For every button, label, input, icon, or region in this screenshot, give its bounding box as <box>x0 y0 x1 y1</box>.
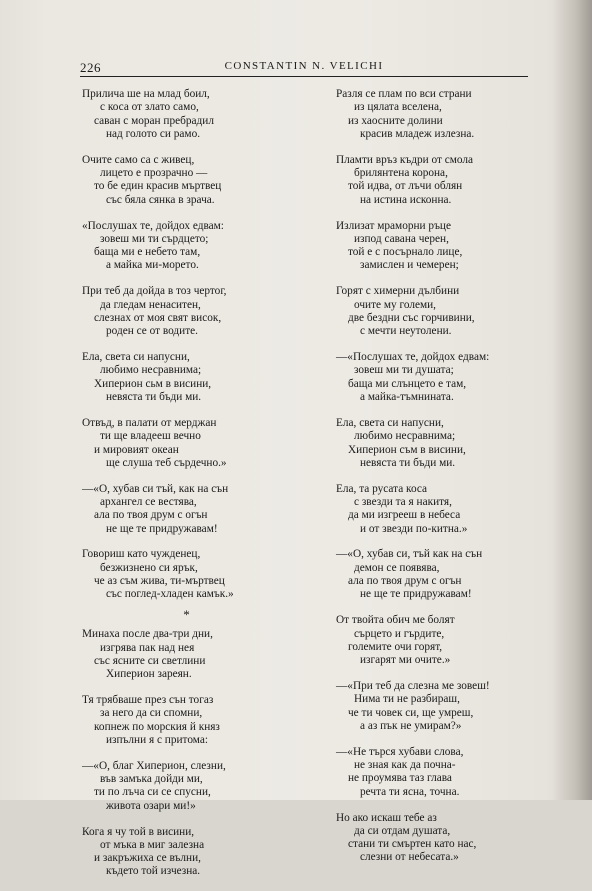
poem-line: зовеш ми ти душата; <box>354 364 454 377</box>
poem-line: той е с посърнало лице, <box>348 246 463 259</box>
poem-line: слезнах от моя свят висок, <box>94 311 222 324</box>
section-divider-star: * <box>183 607 190 623</box>
poem-line: на истина исконна. <box>360 193 452 206</box>
poem-line: —«Не търся хубави слова, <box>336 745 464 758</box>
poem-stanza <box>336 548 536 601</box>
poem-stanza <box>82 548 307 601</box>
poem-stanza <box>336 746 536 799</box>
poem-line: Горят с химерни дълбини <box>336 285 460 298</box>
poem-line: Хиперион зареян. <box>106 668 192 681</box>
poem-line: то бе един красив мъртвец <box>94 180 222 193</box>
poem-line: При теб да дойда в тоз чертог, <box>82 285 227 298</box>
poem-line: ти по лъча си се спусни, <box>94 786 211 799</box>
poem-line: изгрява пак над нея <box>100 641 195 654</box>
poem-stanza <box>82 154 307 207</box>
poem-line: невяста ти бъди ми. <box>106 391 202 404</box>
poem-line: със ясните си светлини <box>94 654 206 667</box>
poem-line: баща ми е небето там, <box>94 246 201 259</box>
poem-line: Говориш като чужденец, <box>82 548 201 561</box>
poem-line: с звезди та я накитя, <box>354 495 452 508</box>
poem-stanza <box>336 285 536 338</box>
poem-line: речта ти ясна, точна. <box>360 785 460 798</box>
poem-line: със поглед-хладен камък.» <box>106 588 234 601</box>
poem-line: —«О, хубав си тъй, как на сън <box>82 482 229 495</box>
poem-line: Хиперион сьм в висини, <box>94 377 212 390</box>
poem-line: сърцето и гърдите, <box>354 627 445 640</box>
poem-line: Ела, света си напусни, <box>82 351 190 364</box>
poem-line: —«При теб да слезна ме зовеш! <box>336 680 490 693</box>
poem-line: а майка-тъмнината. <box>360 391 454 404</box>
poem-line: архангел се вестява, <box>100 495 197 508</box>
poem-line: да ми изгрееш в небеса <box>348 509 461 522</box>
poem-line: във замъка дойди ми, <box>100 773 203 786</box>
poem-line: не проумява таз глава <box>348 772 452 785</box>
poem-line: и от звезди по-китна.» <box>360 522 468 535</box>
poem-line: Но ако искаш тебе аз <box>336 811 437 824</box>
poem-stanza <box>82 760 307 813</box>
poem-column-right <box>336 88 536 877</box>
poem-line: Минаха после два-три дни, <box>82 628 213 641</box>
poem-stanza <box>336 614 536 667</box>
poem-stanza <box>82 88 307 141</box>
poem-line: Отвъд, в палати от мерджан <box>82 416 217 429</box>
poem-line: брилянтена корона, <box>354 167 448 180</box>
poem-line: любимо несравнима; <box>100 364 202 377</box>
poem-line: копнеж по морския й княз <box>94 720 220 733</box>
poem-line: демон се появява, <box>354 561 440 574</box>
poem-line: Пламти връз къдри от смола <box>336 153 474 166</box>
poem-line: Разля се плам по вси страни <box>336 88 472 100</box>
poem-line: изпод савана черен, <box>354 232 449 245</box>
poem-line: да гледам ненаситен, <box>100 298 201 311</box>
poem-line: «Послушах те, дойдох едвам: <box>82 219 224 232</box>
poem-line: че ти човек си, ще умреш, <box>348 706 474 719</box>
poem-stanza <box>82 826 307 879</box>
poem-line: красив младеж излезна. <box>360 127 475 140</box>
poem-line: Очите само са с живец, <box>82 153 195 166</box>
poem-line: над голото си рамо. <box>106 127 201 140</box>
poem-line: Нима ти не разбираш, <box>354 693 460 706</box>
poem-line: че аз съм жива, ти-мъртвец <box>94 575 225 588</box>
poem-line: роден се от водите. <box>106 325 199 338</box>
poem-line: невяста ти бъди ми. <box>360 456 456 469</box>
poem-line: където той изчезна. <box>106 865 201 878</box>
poem-line: Ела, та русата коса <box>336 482 428 495</box>
poem-stanza <box>82 694 307 747</box>
poem-line: лицето е прозрачно — <box>100 167 208 180</box>
poem-line: и закръжиха се вълни, <box>94 852 201 865</box>
poem-line: не зная как да почна- <box>354 759 456 772</box>
poem-line: той идва, от лъчи облян <box>348 180 463 193</box>
poem-line: големите очи горят, <box>348 640 443 653</box>
poem-line: две бездни със горчивини, <box>348 311 475 324</box>
poem-line: стани ти смъртен като нас, <box>348 838 477 851</box>
poem-line: ще слуша теб сърдечно.» <box>106 456 227 469</box>
poem-line: и мировият океан <box>94 443 179 456</box>
poem-line: Излизат мраморни ръце <box>336 219 451 232</box>
poem-line: изгарят ми очите.» <box>360 654 451 667</box>
poem-line: слезни от небесата.» <box>360 851 459 864</box>
poem-stanza <box>82 220 307 273</box>
page-header <box>80 58 528 77</box>
poem-line: а майка ми-морето. <box>106 259 199 272</box>
poem-line: с коса от злато само, <box>100 101 199 114</box>
poem-line: из хаосните долини <box>348 114 443 127</box>
poem-line: —«О, благ Хиперион, слезни, <box>82 759 226 772</box>
poem-line: със бяла сянка в зрача. <box>106 193 215 206</box>
poem-stanza <box>82 483 307 536</box>
poem-line: Хиперион съм в висини, <box>348 443 466 456</box>
poem-stanza <box>82 628 307 681</box>
poem-line: да си отдам душата, <box>354 824 451 837</box>
poem-line: за него да си спомни, <box>100 707 203 720</box>
poem-line: не ще те придружавам! <box>360 588 472 601</box>
poem-line: Кога я чу той в висини, <box>82 825 195 838</box>
poem-line: баща ми слънцето е там, <box>348 377 467 390</box>
poem-line: ти ще владееш вечно <box>100 430 201 443</box>
poem-line: ала по твоя друм с огън <box>94 509 208 522</box>
poem-stanza <box>336 483 536 536</box>
poem-line: очите му големи, <box>354 298 437 311</box>
poem-stanza <box>336 812 536 865</box>
page-binding-shadow <box>552 0 592 800</box>
poem-stanza <box>336 417 536 470</box>
poem-line: ала по твоя друм с огън <box>348 575 462 588</box>
poem-line: любимо несравнима; <box>354 430 456 443</box>
running-head: CONSTANTIN N. VELICHI <box>224 60 384 72</box>
poem-line: От твойта обич ме болят <box>336 614 455 627</box>
poem-line: живота озари ми!» <box>106 799 196 812</box>
poem-line: с мечти неутолени. <box>360 325 452 338</box>
poem-line: безжизнено си ярък, <box>100 561 198 574</box>
poem-stanza <box>336 351 536 404</box>
poem-column-left <box>82 88 307 891</box>
poem-line: из цялата вселена, <box>354 101 442 114</box>
poem-line: саван с моран пребрадил <box>94 114 214 127</box>
poem-stanza <box>82 351 307 404</box>
poem-stanza <box>82 285 307 338</box>
poem-stanza <box>336 680 536 733</box>
poem-line: —«Послушах те, дойдох едвам: <box>336 351 490 364</box>
poem-line: Тя трябваше през сън тогаз <box>82 694 214 707</box>
poem-line: замислен и чемерен; <box>360 259 459 272</box>
poem-stanza <box>336 154 536 207</box>
poem-line: изпълни я с притома: <box>106 733 208 746</box>
poem-line: не ще те придружавам! <box>106 522 218 535</box>
poem-stanza <box>336 88 536 141</box>
poem-stanza <box>336 220 536 273</box>
poem-line: Ела, света си напусни, <box>336 416 444 429</box>
poem-line: зовеш ми ти сърдцето; <box>100 232 209 245</box>
poem-line: —«О, хубав си, тъй как на сън <box>336 548 483 561</box>
poem-stanza <box>82 417 307 470</box>
poem-line: Прилича ше на млад боил, <box>82 88 210 100</box>
poem-line: от мъка в миг залезна <box>100 838 205 851</box>
poem-line: а аз пък не умирам?» <box>360 719 462 732</box>
page-number: 226 <box>80 60 101 75</box>
